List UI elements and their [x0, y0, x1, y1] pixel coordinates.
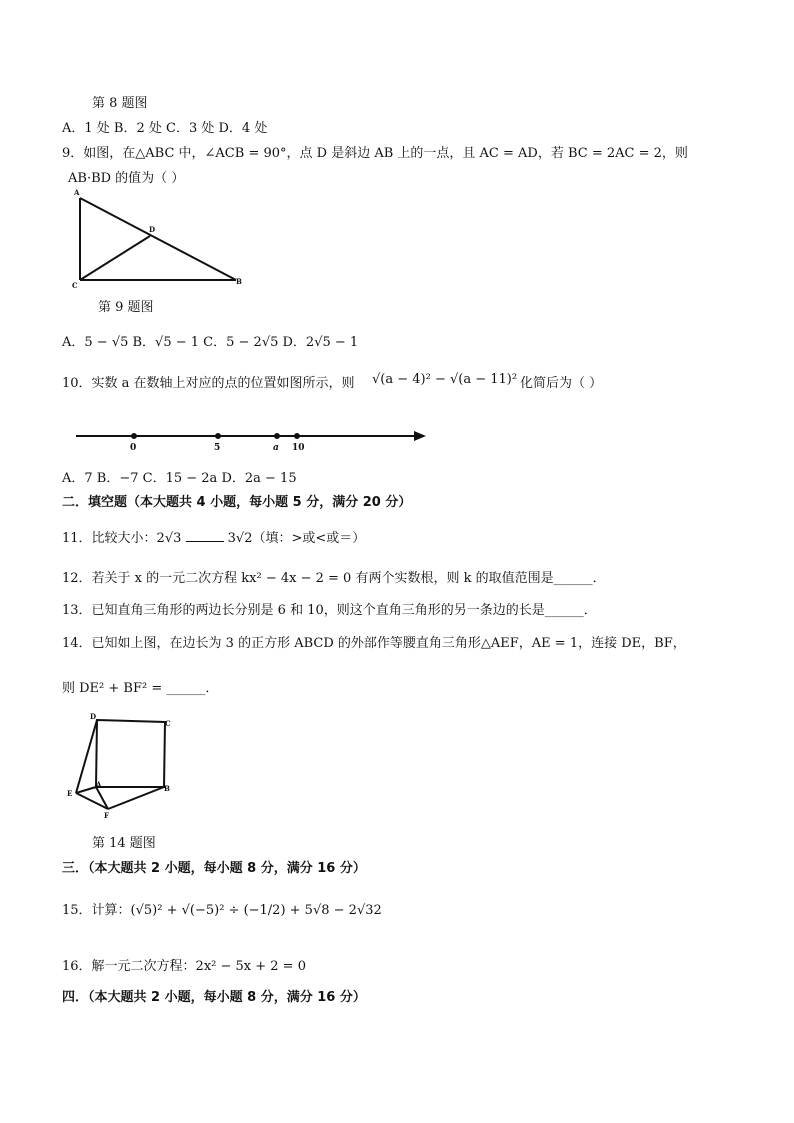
q13-text: 13．已知直角三角形的两边长分别是 6 和 10，则这个直角三角形的另一条边的长是______． [62, 603, 597, 618]
q14-label-b: B [164, 784, 170, 793]
q14-stem-line2: 则 DE² + BF² = ______． [62, 681, 219, 696]
q10-tick-10: 10 [292, 443, 305, 453]
q14-caption: 第 14 题图 [92, 836, 156, 851]
fig8-caption: 第 8 题图 [92, 96, 148, 111]
q14-segment-de [76, 720, 97, 793]
q9-label-a: A [74, 188, 80, 197]
q9-stem-line1: 9．如图，在△ABC 中，∠ACB = 90°，点 D 是斜边 AB 上的一点，且 AC = AD，若 BC = 2AC = 2，则 [62, 146, 688, 161]
q10-stem-prefix: 10．实数 a 在数轴上对应的点的位置如图所示，则 [62, 376, 355, 391]
q9-caption: 第 9 题图 [98, 300, 154, 315]
q10-options: A．7 B．−7 C．15 − 2a D．2a − 15 [62, 471, 297, 486]
q14-label-e: E [67, 789, 73, 798]
q16-text: 16．解一元二次方程：2x² − 5x + 2 = 0 [62, 959, 306, 974]
q12-text: 12．若关于 x 的一元二次方程 kx² − 4x − 2 = 0 有两个实数根，则 k 的取值范围是______． [62, 571, 606, 586]
section-3-heading: 三．（本大题共 2 小题，每小题 8 分，满分 16 分） [62, 861, 366, 876]
q9-stem-line2: AB·BD 的值为（ ） [68, 171, 185, 186]
q14-label-f: F [104, 811, 109, 820]
q10-tick-5: 5 [214, 443, 221, 453]
q10-expression: √(a − 4)² − √(a − 11)² [372, 372, 518, 387]
q14-label-c: C [165, 719, 171, 728]
q10-stem-suffix: 化简后为（ ） [520, 376, 603, 391]
q14-stem-line1: 14．已知如上图，在边长为 3 的正方形 ABCD 的外部作等腰直角三角形△AEF，AE = 1，连接 DE，BF， [62, 636, 686, 651]
section-4-heading: 四．（本大题共 2 小题，每小题 8 分，满分 16 分） [62, 990, 366, 1005]
q8-options: A．1 处 B．2 处 C．3 处 D．4 处 [62, 121, 268, 136]
q14-segment-ae [76, 787, 96, 793]
q9-label-c: C [72, 281, 78, 290]
q14-segment-fb [108, 787, 164, 809]
section-2-heading: 二．填空题（本大题共 4 小题，每小题 5 分，满分 20 分） [62, 495, 412, 510]
q9-label-d: D [149, 225, 156, 234]
q14-square-abcd [96, 720, 165, 787]
q15-text: 15．计算：(√5)² + √(−5)² ÷ (−1/2) + 5√8 − 2√32 [62, 903, 382, 918]
q11-text-b: 3√2（填：>或<或＝） [227, 531, 366, 546]
q11-text-a: 11．比较大小：2√3 [62, 531, 182, 546]
q9-options: A．5 − √5 B．√5 − 1 C．5 − 2√5 D．2√5 − 1 [62, 335, 359, 350]
q9-label-b: B [236, 277, 242, 286]
q10-tick-0: 0 [130, 443, 137, 453]
q10-tick-a: a [273, 443, 279, 453]
q14-label-d: D [90, 712, 97, 721]
q14-label-a: A [96, 780, 102, 789]
